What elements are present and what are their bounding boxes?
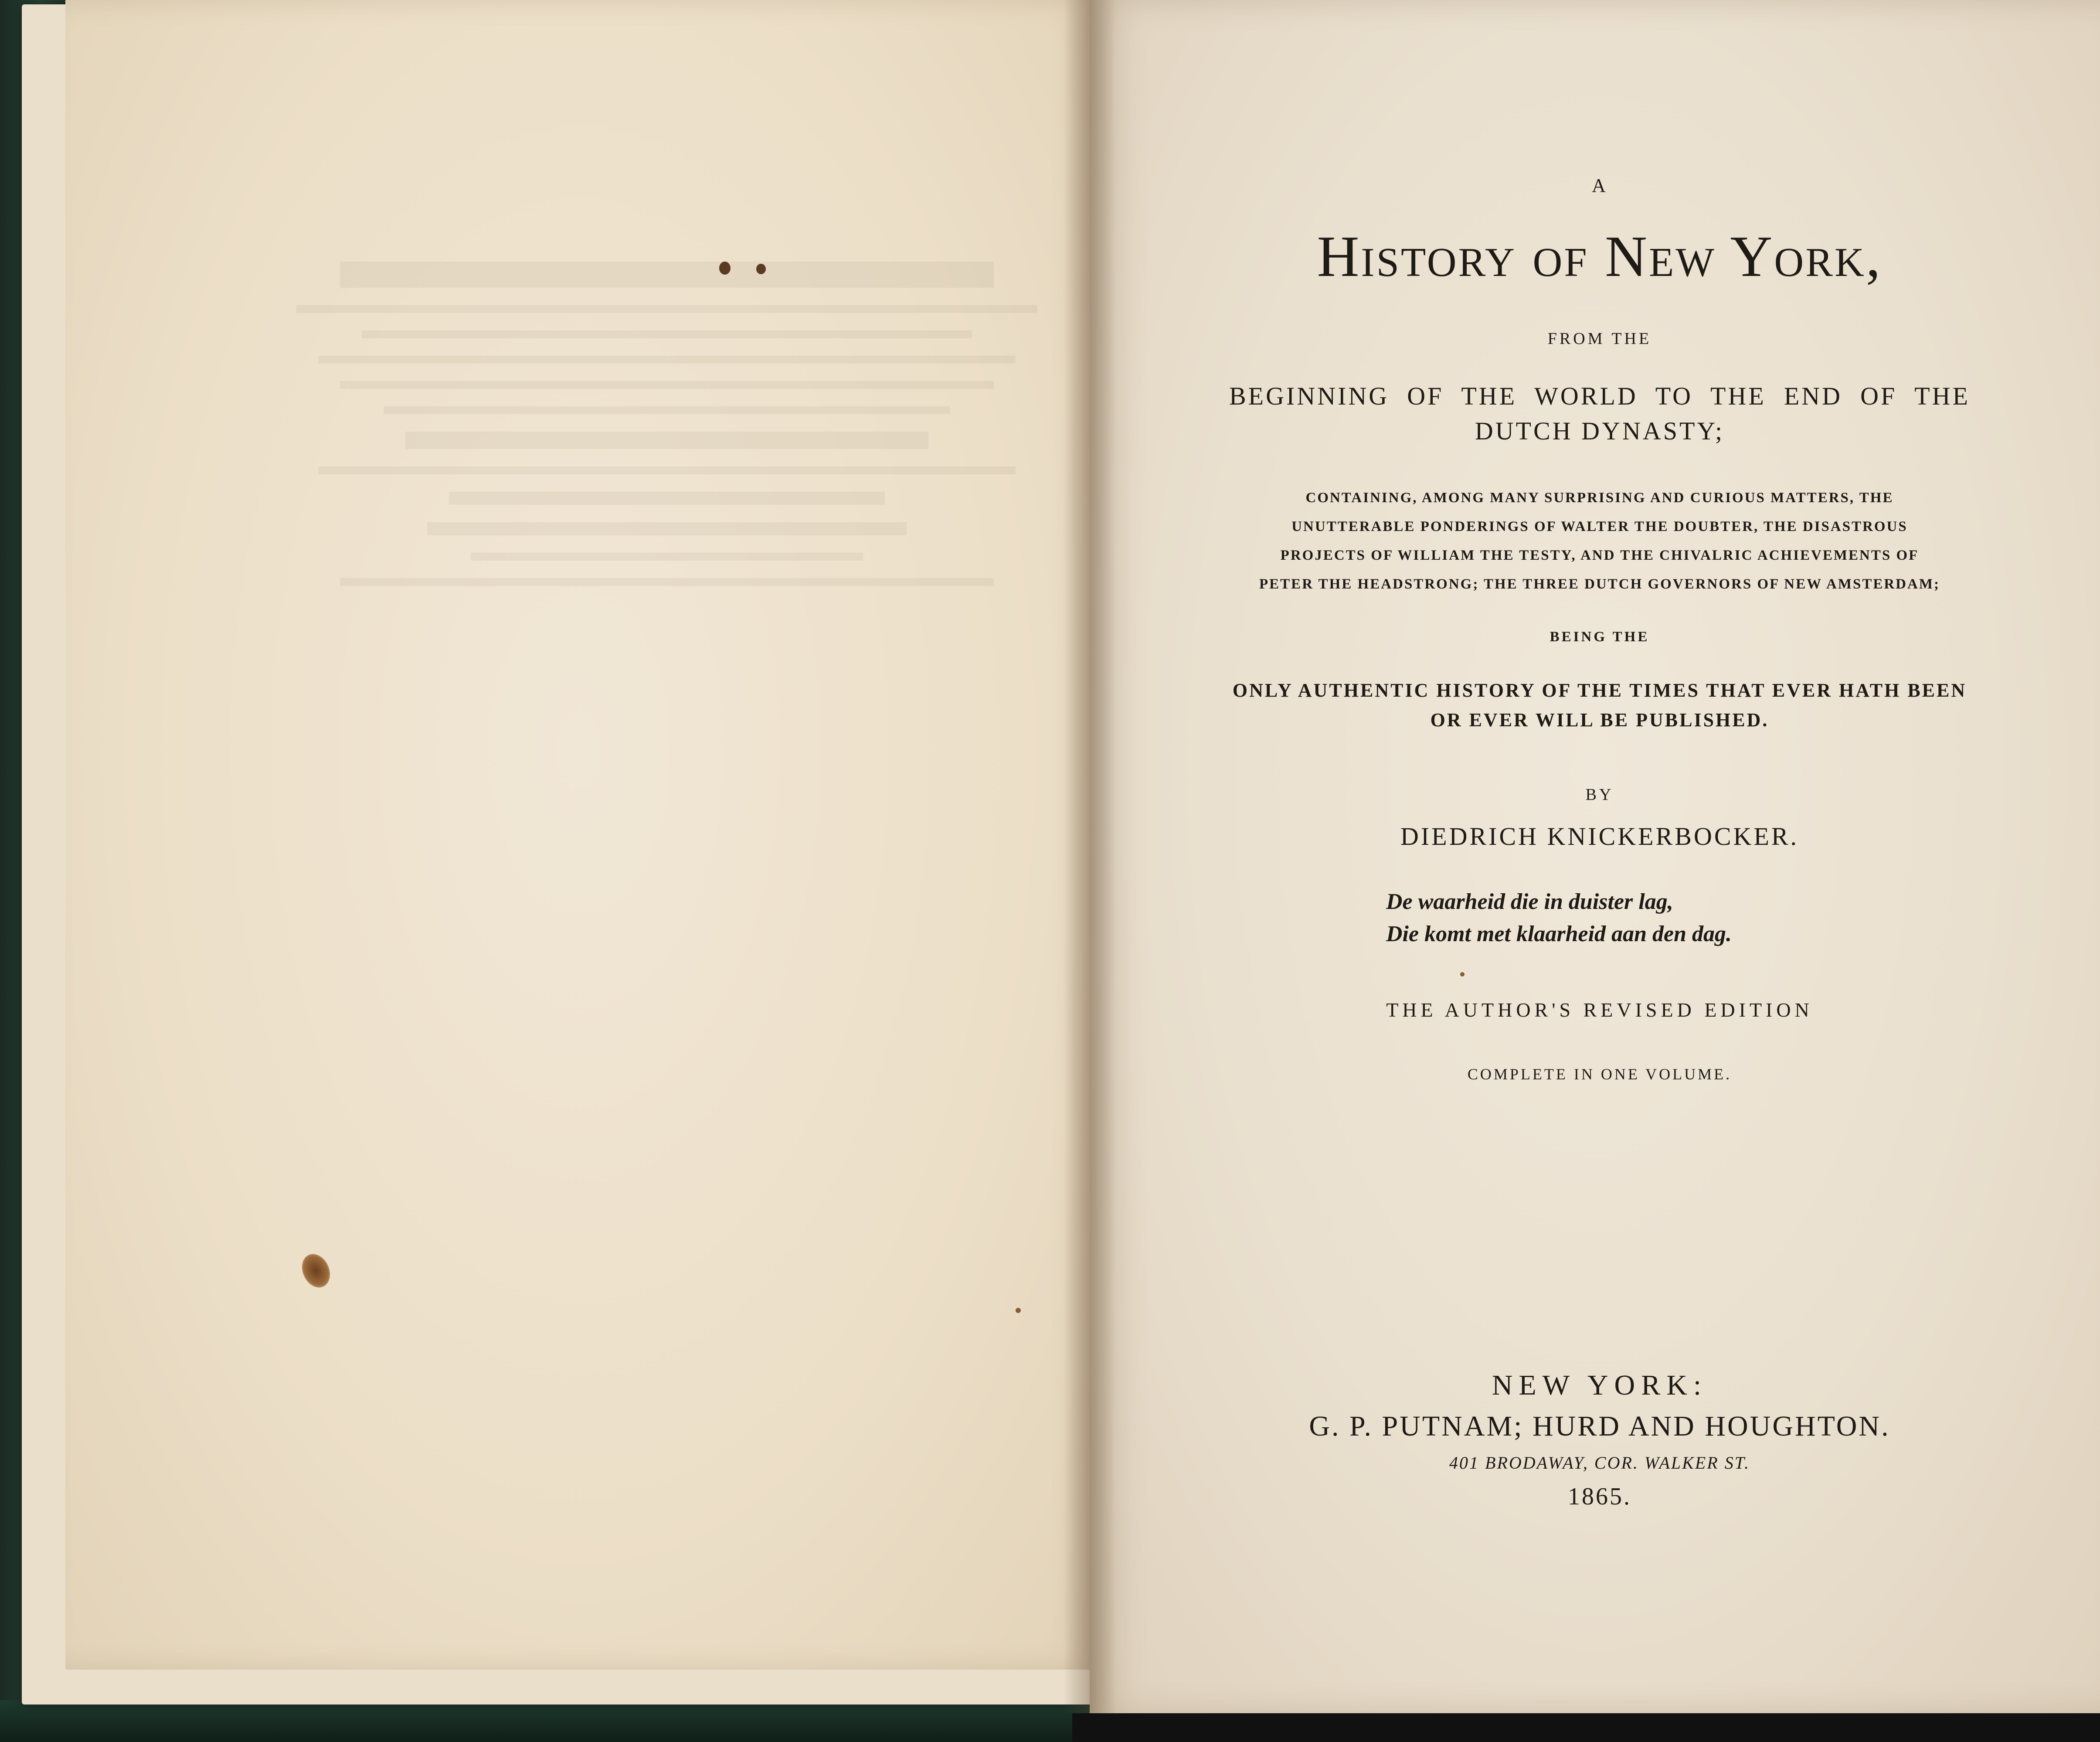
stain-dot (719, 262, 731, 275)
ghost-line (384, 406, 950, 414)
from-the-line: FROM THE (1547, 330, 1652, 348)
motto-line: De waarheid die in duister lag, (1386, 889, 1673, 914)
edition-line: THE AUTHOR'S REVISED EDITION (1386, 999, 1813, 1021)
ghost-line (362, 330, 972, 338)
subtitle: BEGINNING OF THE WORLD TO THE END OF THE DUTCH DYNASTY; (1229, 382, 1970, 445)
containing-paragraph: CONTAINING, AMONG MANY SURPRISING AND CURIOUS MATTERS, THE UNUTTERABLE PONDERINGS OF WALTER THE DOUBTER, THE DISASTROUS PROJECTS OF WILLIAM THE TESTY, AND THE CHIVALRIC ACHIEVEMENTS OF PETER THE HEADSTRONG; THE THREE DUTCH GOVERNORS OF NEW AMSTERDAM; (1259, 490, 1940, 592)
imprint (1203, 1369, 1996, 1511)
motto-line: Die komt met klaarheid aan den dag. (1386, 922, 1732, 946)
title-article: A (1592, 175, 1607, 196)
book-cover-edge (0, 1700, 1090, 1742)
stain-dot (756, 264, 766, 274)
ghost-line (405, 432, 928, 449)
ghost-line (449, 492, 885, 505)
imprint-publisher: G. P. PUTNAM; HURD AND HOUGHTON. (1309, 1410, 1890, 1442)
ghost-line (340, 578, 994, 586)
by-line: BY (1585, 786, 1614, 804)
author-name: DIEDRICH KNICKERBOCKER. (1400, 822, 1799, 851)
ghost-line (340, 262, 994, 288)
foxing-stain (297, 1249, 335, 1292)
page-shadow-bottom (1072, 1713, 2100, 1742)
ghost-line (471, 553, 863, 561)
ghost-line (427, 522, 907, 535)
ghost-line (318, 356, 1016, 364)
complete-line: COMPLETE IN ONE VOLUME. (1467, 1065, 1732, 1083)
left-page (65, 0, 1094, 1670)
imprint-year: 1865. (1568, 1483, 1631, 1510)
show-through-text (275, 244, 1059, 603)
book-gutter (1064, 0, 1116, 1713)
ghost-line (296, 305, 1037, 313)
imprint-city: NEW YORK: (1492, 1369, 1708, 1401)
main-title: History of New York, (1317, 224, 1883, 289)
imprint-address: 401 BRODAWAY, COR. WALKER ST. (1449, 1453, 1750, 1473)
ghost-line (340, 381, 994, 389)
ghost-line (318, 466, 1016, 474)
being-the-line: BEING THE (1550, 629, 1650, 645)
title-page-text (1203, 166, 1996, 1083)
stain-dot (1016, 1308, 1021, 1313)
only-authentic-line: ONLY AUTHENTIC HISTORY OF THE TIMES THAT EVER HATH BEEN OR EVER WILL BE PUBLISHED. (1232, 680, 1967, 731)
dutch-motto (1386, 886, 1813, 950)
